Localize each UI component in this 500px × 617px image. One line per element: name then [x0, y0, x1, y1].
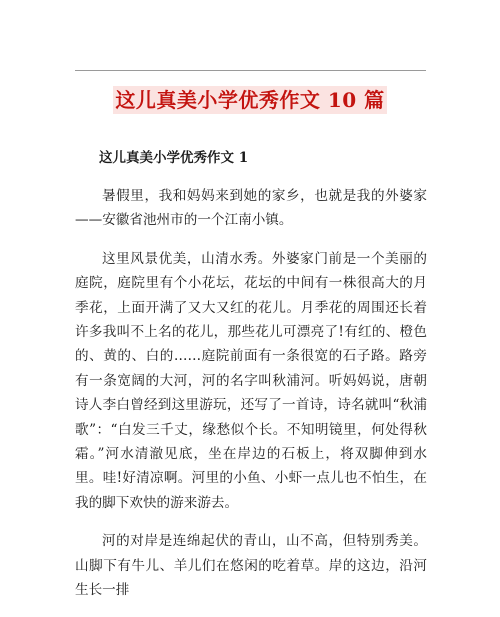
paragraph-1: 暑假里，我和妈妈来到她的家乡，也就是我的外婆家——安徽省池州市的一个江南小镇。 — [75, 188, 427, 229]
essay-heading: 这儿真美小学优秀作文 1 — [99, 150, 249, 166]
article-body — [75, 148, 427, 617]
title-container — [0, 86, 500, 114]
paragraph-3: 河的对岸是连绵起伏的青山，山不高，但特别秀美。山脚下有牛儿、羊儿们在悠闲的吃着草。岸的这边，沿河生长一排 — [75, 533, 427, 599]
document-title: 这儿真美小学优秀作文 10 篇 — [115, 88, 385, 112]
header-divider — [75, 70, 426, 71]
paragraph-2: 这里风景优美，山清水秀。外婆家门前是一个美丽的庭院，庭院里有个小花坛，花坛的中间有一株很高大的月季花，上面开满了又大又红的花儿。月季花的周围还长着许多我叫不上名的花儿，那些花儿可漂亮了!有红的、橙色的、黄的、白的……庭院前面有一条很宽的石子路。路旁有一条宽阔的大河，河的名字叫秋浦河。听妈妈说，唐朝诗人李白曾经到这里游玩，还写了一首诗，诗名就叫“秋浦歌”：“白发三千丈，缘愁似个长。不知明镜里，何处得秋霜。”河水清澈见底，坐在岸边的石板上，将双脚伸到水里。哇!好清凉啊。河里的小鱼、小虾一点儿也不怕生，在我的脚下欢快的游来游去。 — [75, 250, 427, 511]
